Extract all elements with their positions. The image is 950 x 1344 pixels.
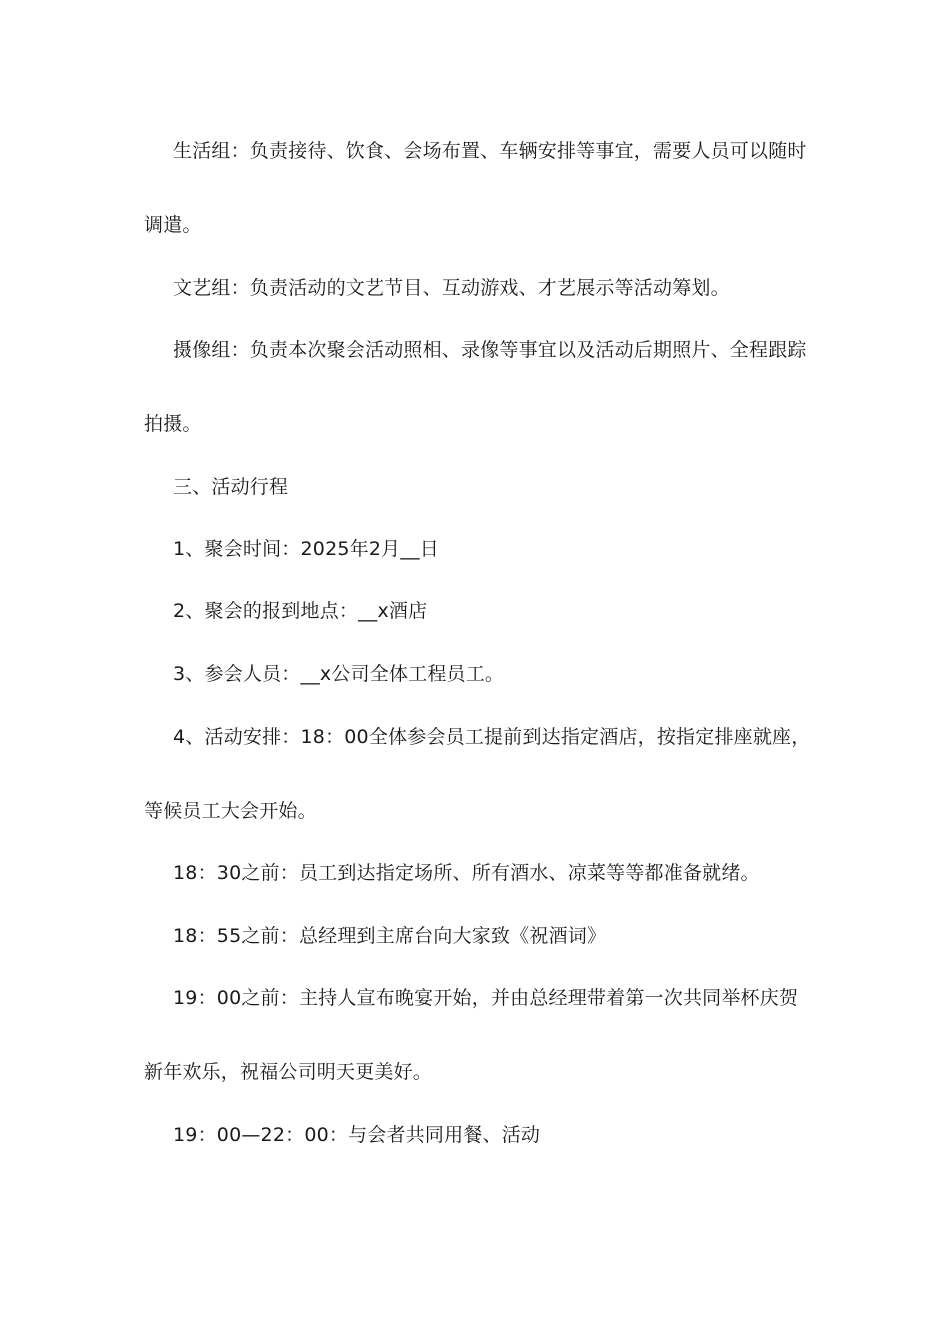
paragraph-life-group: 生活组：负责接待、饮食、会场布置、车辆安排等事宜，需要人员可以随时 <box>173 140 807 162</box>
schedule-item-arrangement: 4、活动安排：18：00全体参会员工提前到达指定酒店，按指定排座就座， <box>173 726 811 748</box>
section-heading-schedule: 三、活动行程 <box>173 476 289 498</box>
schedule-entry-1900-continued: 新年欢乐，祝福公司明天更美好。 <box>144 1061 433 1083</box>
paragraph-arts-group: 文艺组：负责活动的文艺节目、互动游戏、才艺展示等活动筹划。 <box>173 277 730 299</box>
schedule-entry-1900-2200: 19：00—22：00：与会者共同用餐、活动 <box>173 1124 541 1146</box>
schedule-item-time: 1、聚会时间：2025年2月__日 <box>173 538 439 560</box>
paragraph-camera-group: 摄像组：负责本次聚会活动照相、录像等事宜以及活动后期照片、全程跟踪 <box>173 339 807 361</box>
schedule-item-location: 2、聚会的报到地点：__x酒店 <box>173 600 428 622</box>
paragraph-life-group-continued: 调遣。 <box>144 214 202 236</box>
schedule-entry-1830: 18：30之前：员工到达指定场所、所有酒水、凉菜等等都准备就绪。 <box>173 862 760 884</box>
schedule-entry-1900: 19：00之前：主持人宣布晚宴开始，并由总经理带着第一次共同举杯庆贺 <box>173 987 799 1009</box>
schedule-entry-1855: 18：55之前：总经理到主席台向大家致《祝酒词》 <box>173 925 607 947</box>
paragraph-camera-group-continued: 拍摄。 <box>144 413 202 435</box>
schedule-item-arrangement-continued: 等候员工大会开始。 <box>144 800 317 822</box>
schedule-item-attendees: 3、参会人员：__x公司全体工程员工。 <box>173 663 505 685</box>
